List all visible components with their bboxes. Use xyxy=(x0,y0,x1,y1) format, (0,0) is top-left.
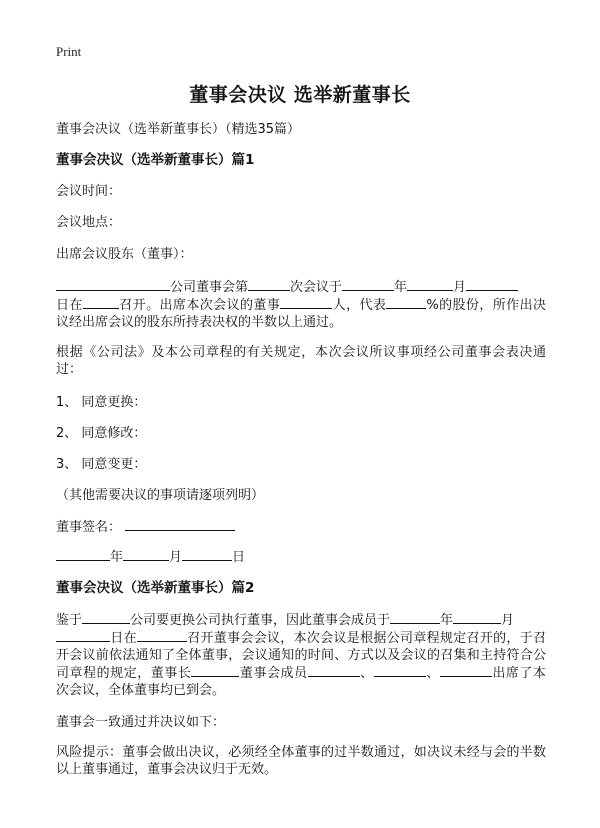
blank-member-2 xyxy=(374,664,426,677)
section2-heading: 董事会决议（选举新董事长）篇2 xyxy=(56,580,255,596)
blank-day-2 xyxy=(56,629,110,642)
blank-director-count xyxy=(280,296,332,309)
blank-company-name xyxy=(56,278,170,291)
document-subtitle: 董事会决议（选举新董事长）（精选35篇） xyxy=(56,122,301,137)
blank-year xyxy=(342,278,394,291)
blank-chairman xyxy=(191,664,239,677)
other-items-note: （其他需要决议的事项请逐项列明） xyxy=(56,488,265,503)
resolution-item-1: 1、 同意更换： xyxy=(56,395,147,410)
blank-location xyxy=(83,296,119,309)
blank-member-1 xyxy=(308,664,360,677)
blank-meeting-number xyxy=(248,278,290,291)
blank-signature xyxy=(125,518,235,531)
attendees-label: 出席会议股东（董事）： xyxy=(56,247,193,262)
meeting-place-label: 会议地点： xyxy=(56,215,122,230)
section1-heading: 董事会决议（选举新董事长）篇1 xyxy=(56,152,255,168)
blank-month-2 xyxy=(453,611,501,624)
resolution-item-2: 2、 同意修改： xyxy=(56,426,147,441)
blank-company-name-2 xyxy=(82,611,130,624)
section2-paragraph2: 董事会一致通过并决议如下： xyxy=(56,715,226,730)
blank-location-2 xyxy=(137,629,187,642)
blank-share-percent xyxy=(386,296,426,309)
blank-sign-month xyxy=(123,548,169,561)
signature-date-row: 年 月 日 xyxy=(56,548,546,566)
risk-warning: 风险提示：董事会做出决议，必须经全体董事的过半数通过，如决议未经与会的半数以上董事通过，董事会决议归于无效。 xyxy=(56,745,546,777)
blank-day xyxy=(466,278,518,291)
section2-paragraph1: 鉴于 公司要更换公司执行董事，因此董事会成员于 年 月 日在 召开董事会会议，本次会议是根据公司章程规定召开的，于召开会议前依法通知了全体董事，会议通知的时间、方式以及会议的召集和主持符合公司章程的规定，董事长 董事会成员 、 、 出席了本次会议，全体董事均已到会。 xyxy=(56,613,546,698)
blank-year-2 xyxy=(390,611,440,624)
blank-sign-year xyxy=(56,548,110,561)
print-link[interactable]: Print xyxy=(56,44,82,59)
resolution-item-3: 3、 同意变更： xyxy=(56,457,147,472)
section1-paragraph2: 根据《公司法》及本公司章程的有关规定，本次会议所议事项经公司董事会表决通过： xyxy=(56,345,546,377)
blank-member-3 xyxy=(440,664,492,677)
section1-paragraph1: 公司董事会第 次会议于 年 月 日在 召开。出席本次会议的董事 人，代表 %的股份，所作出决议经出席会议的股东所持表决权的半数以上通过。 xyxy=(56,280,546,330)
meeting-time-label: 会议时间： xyxy=(56,184,122,199)
document-title: 董事会决议 选举新董事长 xyxy=(189,84,411,106)
blank-month xyxy=(407,278,453,291)
blank-sign-day xyxy=(182,548,232,561)
director-signature-row: 董事签名： xyxy=(56,518,546,536)
